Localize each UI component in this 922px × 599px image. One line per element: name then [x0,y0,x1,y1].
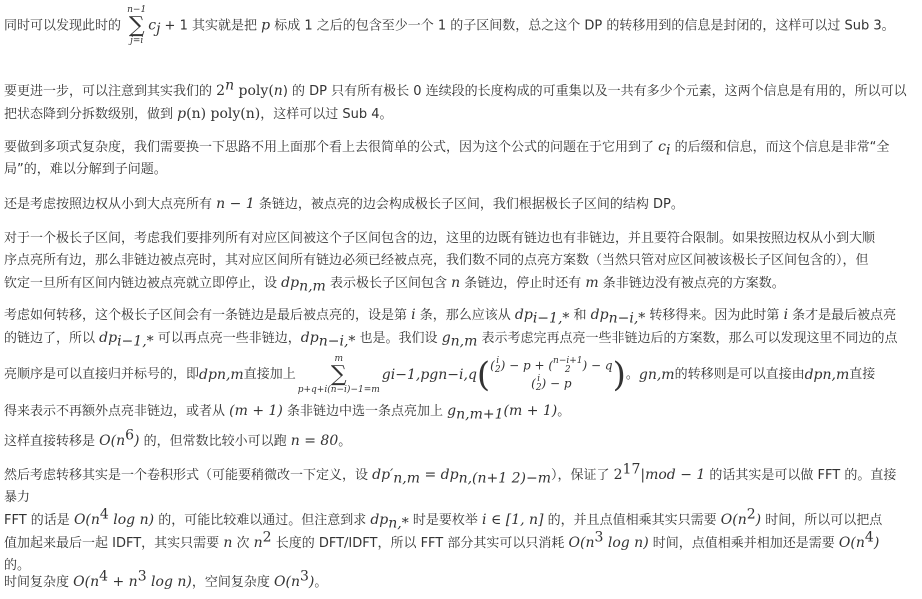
math-sup: 4 [864,529,874,546]
text: 的链边了，所以 [4,331,100,346]
binom-right-paren: ) [612,355,626,395]
math: g [638,367,648,383]
text-line: 序点亮所有边，那么非链边被点亮时，其对应区间所有链边必须已经被点亮，我们数不同的点亮方案数（当然只管对应区间被该极长子区间包含的），但 [4,253,869,268]
paragraph-3 [4,136,908,181]
binomial-expression [490,357,612,393]
text: 。 [338,434,352,449]
math: ) [308,574,315,590]
binom-top: i [537,374,541,384]
text: 次 [232,536,254,551]
math: n − 1 [216,196,255,212]
text: ），保证了 [550,468,614,483]
text: 和 [569,308,591,323]
math: O(n [73,574,100,590]
math: ) [755,512,762,528]
math-sup: 6 [125,427,135,444]
math-sup: 3 [594,529,604,546]
text: 长度的 DFT/IDFT，所以 FFT 部分其实可以只消耗 [271,536,569,551]
math: 2 [216,83,226,99]
math: n = 80 [290,433,339,449]
text: 条，那么应该从 [415,308,515,323]
text: 标成 1 之后的包含至少一个 1 的子区间数，总之这个 DP 的转移用到的信息是封闭的，这样可以过 Sub 3。 [270,18,895,34]
math: O(n [720,512,747,528]
math: log n) [146,574,192,590]
math: c [658,139,666,155]
text: 要做到多项式复杂度，我们需要换一下思路不用上面那个看上去很简单的公式，因为这个公式的问题在于它用到了 [4,140,659,155]
text: 的，但常数比较小可以跑 [139,434,291,449]
text: 同时可以发现此时的 [4,18,126,34]
math: − q [587,358,613,373]
math-sub: n,m+1 [456,406,504,423]
text: 时间，所以可以把点 [761,513,883,528]
math: p [261,17,271,34]
text-line: 对于一个极长子区间，考虑我们要排列所有对应区间被这个子区间包含的边，这里的边既有链边也有非链边，并且要符合限制。如果按照边权从小到大顺 [4,231,876,246]
math-sub: n−i,* [318,333,356,350]
text: 。 [557,404,571,419]
binom-top: i [496,356,500,366]
math-sup: 4 [99,568,109,585]
sum-upper: m [334,354,344,364]
sum-lower: j=i [130,36,144,46]
text: 的话其实是可以做 FFT 的。直接暴力 [4,468,897,505]
paragraph-7 [4,427,908,453]
binom-top: n−i+1 [553,356,583,366]
math: + n [108,574,138,590]
math: i ∈ [1, n] [482,512,544,528]
math: g [447,403,457,419]
math: ) [134,433,140,449]
paragraph-6: 考虑如何转移，这个极长子区间会有一条链边是最后被点亮的，设是第 i 条，那么应该从 $dp_{i-1,*}$ 和 $dp_{n-i,*}$ 转移得来。因为此时第 i 条才是最后被点亮 的链边了，所以 $dp_{i-1,*}$ 可以再点亮一些非链边，$dp_{n-i,*}$ 也是。我们设 $g_{n,m}$ 表示考虑完再点亮一些非链边后的方案数，那么可以发现这里不同边的点 亮顺序是可以直接归并标号的，即 dp n,m 直接加上 m ∑ p+q+i(n−i)−1=m g i−1,p g n−i,q ( ( i 2 ) − p + ( n−i+1 2 ) − q ( i 2 ) − p ) 。 g n,m 的转移则是可以直接由 dp n,m 直接 得来表示不再额外点亮非链边，或者从 (m + 1) 条非链边中选一条点亮加上 $g_{n,m+1}(m + 1)$。 [4,307,898,423]
math: poly( [234,83,274,99]
math: dp [300,330,319,346]
text: FFT 的话是 [4,513,74,528]
text: 的，可能比较难以通过。但注意到求 [154,513,371,528]
math-sub: i [665,142,671,159]
text: 时是要枚举 [408,513,483,528]
math: O(n [99,433,126,449]
math: c [148,17,157,34]
paragraph-4 [4,193,908,216]
text: + 1 其实就是把 [160,18,262,34]
paragraph-9 [4,568,908,594]
math: dp [199,367,217,383]
math-sup: 17 [622,461,641,478]
math: n [273,83,283,99]
math: = dp [420,467,459,483]
text: 时间，点值相乘并相加还是需要 [648,536,839,551]
sum-upper: n−1 [127,5,147,15]
binomial-top: ( i 2 ) − p + ( n−i+1 2 ) − q [490,356,613,375]
math: (n) poly(n) [186,106,261,122]
text: 。 [314,575,328,590]
text: 然后考虑转移其实是一个卷积形式（可能要稍微改一下定义，设 [4,468,373,483]
math: p [177,106,187,122]
text: 的转移则是可以直接由 [674,367,805,382]
math: 2 [613,467,623,483]
math: m [585,275,599,291]
text-line: 的。 [4,558,31,573]
math: n [223,535,233,551]
math: g [441,330,451,346]
paragraph-2 [4,77,908,126]
math: n [451,275,461,291]
math-sup: 4 [99,506,109,523]
math-sup: 3 [137,568,147,585]
binomial-bottom: ( i 2 ) − p [531,374,572,393]
math-sub: i−1,* [532,310,570,327]
sum-lower: p+q+i(n−i)−1=m [297,385,380,395]
math: O(n [274,574,300,590]
text: 表示考虑完再点亮一些非链边后的方案数，那么可以发现这里不同边的点 [477,331,898,346]
sum-symbol: n−1 ∑ j=i [127,5,147,46]
math: log n) [108,512,155,528]
math: dp [590,307,609,323]
math: − p [546,376,572,391]
text: ，空间复杂度 [191,575,274,590]
text: 钦定一旦所有区间内链边被点亮就立即停止，设 [4,276,282,291]
math: dp [281,275,300,291]
math: n [253,535,263,551]
text: 这样直接转移是 [4,434,100,449]
math: dp [370,512,389,528]
binom-left-paren: ( [476,355,491,395]
text: 值加起来最后一起 IDFT，其实只需要 [4,536,224,551]
math: dp [514,307,533,323]
math: O(n [568,535,595,551]
math: (m + 1) [229,403,283,419]
text: 的后缀和信息，而这个信息是非常“全局”的，难以分解到子问题。 [4,140,890,177]
paragraph-8 [4,461,908,577]
math-sub: n,* [388,515,409,532]
math-sup: 2 [262,529,272,546]
text: 表示极长子区间包含 [325,276,452,291]
math: i [411,307,416,323]
text: 还是考虑按照边权从小到大点亮所有 [4,197,217,212]
text: 亮顺序是可以直接归并标号的，即 [4,367,200,382]
math: ) [873,535,880,551]
sum-symbol: m ∑ p+q+i(n−i)−1=m [297,354,380,395]
math: |mod − 1 [640,467,706,483]
paragraph-5 [4,228,908,295]
text: 条非链边中选一条点亮加上 [282,404,448,419]
math-sub: n,m [450,333,478,350]
text: ) 的 DP 只有所有极长 0 连续段的长度构成的可重集以及一共有多少个元素，这两个信息是有用的，所以可以把状态降到分拆数级别，做到 [4,84,907,122]
text: 条非链边没有被点亮的方案数。 [598,276,785,291]
text: 时间复杂度 [4,575,74,590]
math: g [381,367,391,383]
math: O(n [73,512,100,528]
text: 直接加上 [243,367,296,382]
text: 条链边，停止时还有 [460,276,586,291]
binom-bottom: 2 [535,383,542,393]
math: − p + [505,358,549,373]
math: (m + 1) [503,403,558,419]
math: dp′ [372,467,394,483]
math-sub: n,m [393,470,420,487]
math-sub: j [156,21,161,38]
math: g [429,367,439,383]
math-sub: n−i,* [608,310,646,327]
math-sub: n,m [299,278,326,295]
math-sup: n [225,77,235,94]
text: 考虑如何转移，这个极长子区间会有一条链边是最后被点亮的，设是第 [4,308,412,323]
text: 条链边，被点亮的边会构成极长子区间，我们根据极长子区间的结构 DP。 [254,197,684,212]
text: ，这样可以过 Sub 4。 [260,107,393,122]
math: dp [99,330,118,346]
text: 得来表示不再额外点亮非链边，或者从 [4,404,230,419]
paragraph-1 [4,6,908,46]
text: 的，并且点值相乘其实只需要 [543,513,721,528]
math: O(n [838,535,865,551]
text: 直接 [849,367,876,382]
math-sub: n,(n+1 2)−m [458,470,551,487]
math-sup: 3 [299,568,309,585]
binom-bottom: 2 [494,365,501,375]
math-sup: 2 [746,506,756,523]
text: 要更进一步，可以注意到其实我们的 [4,84,217,99]
math: dp [804,367,823,383]
text: 也是。我们设 [355,331,442,346]
text: 。 [625,367,639,382]
math-sub: i−1,* [117,333,154,350]
text: 条才是最后被点亮 [788,308,897,323]
binom-bottom: 2 [564,365,571,375]
math: log n) [603,535,649,551]
text: 转移得来。因为此时第 [645,308,784,323]
math: i [783,307,789,323]
text: 可以再点亮一些非链边， [153,331,301,346]
